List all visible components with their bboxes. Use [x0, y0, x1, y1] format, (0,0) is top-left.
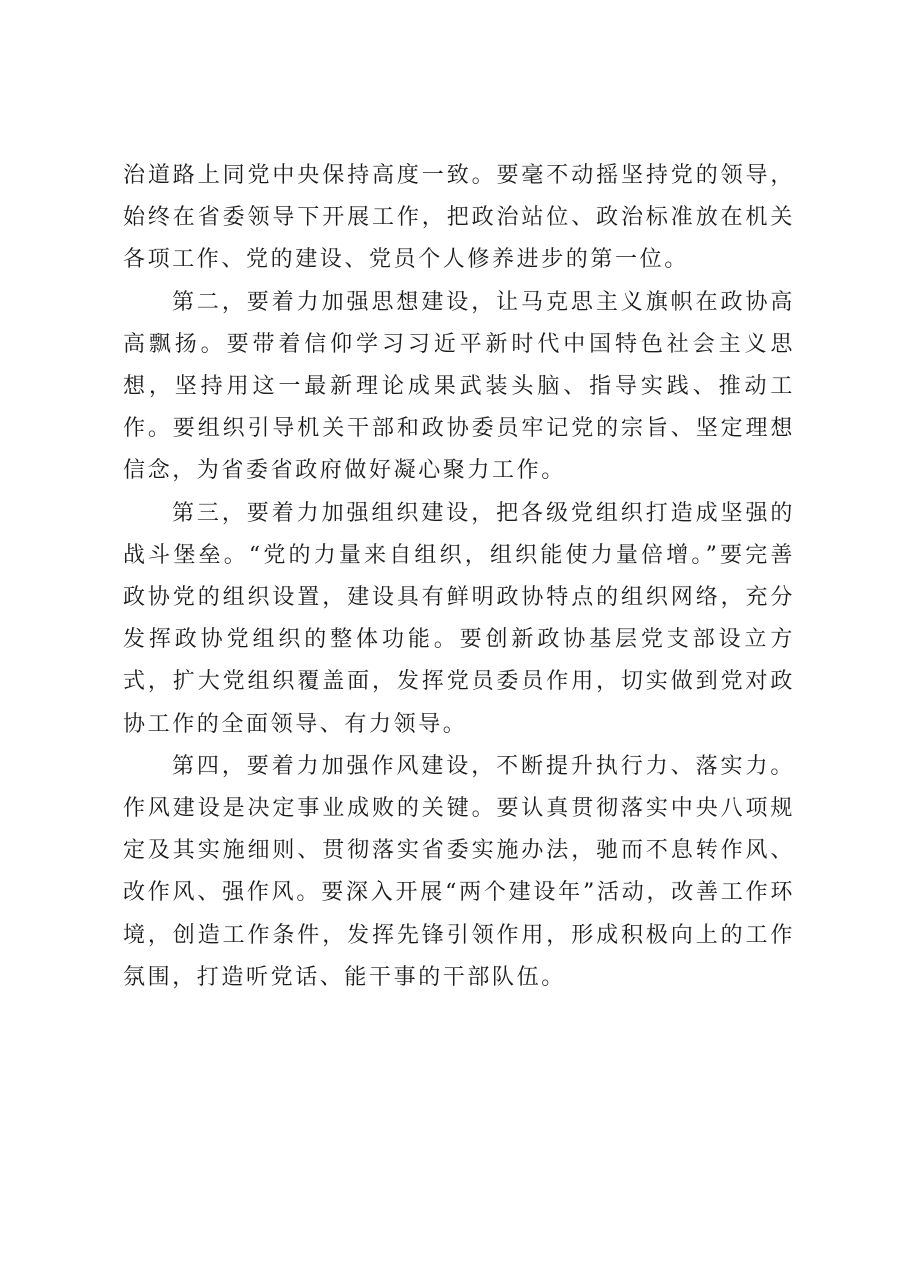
paragraph-continued: 治道路上同党中央保持高度一致。要毫不动摇坚持党的领导，始终在省委领导下开展工作，把政治站位、政治标准放在机关各项工作、党的建设、党员个人修养进步的第一位。 — [123, 163, 795, 273]
paragraph-work-style: 第四，要着力加强作风建设，不断提升执行力、落实力。作风建设是决定事业成败的关键。要认真贯彻落实中央八项规定及其实施细则、贯彻落实省委实施办法，驰而不息转作风、改作风、强作风。要深入开展“两个建设年”活动，改善工作环境，创造工作条件，发挥先锋引领作用，形成积极向上的工作氛围，打造听党话、能干事的干部队伍。 — [123, 753, 795, 990]
paragraph-ideology: 第二，要着力加强思想建设，让马克思主义旗帜在政协高高飘扬。要带着信仰学习习近平新时代中国特色社会主义思想，坚持用这一最新理论成果武装头脑、指导实践、推动工作。要组织引导机关干部和政协委员牢记党的宗旨、坚定理想信念，为省委省政府做好凝心聚力工作。 — [123, 289, 795, 484]
paragraph-organization: 第三，要着力加强组织建设，把各级党组织打造成坚强的战斗堡垒。“党的力量来自组织，组织能使力量倍增。”要完善政协党的组织设置，建设具有鲜明政协特点的组织网络，充分发挥政协党组织的整体功能。要创新政协基层党支部设立方式，扩大党组织覆盖面，发挥党员委员作用，切实做到党对政协工作的全面领导、有力领导。 — [123, 500, 795, 737]
document-body — [123, 155, 795, 999]
